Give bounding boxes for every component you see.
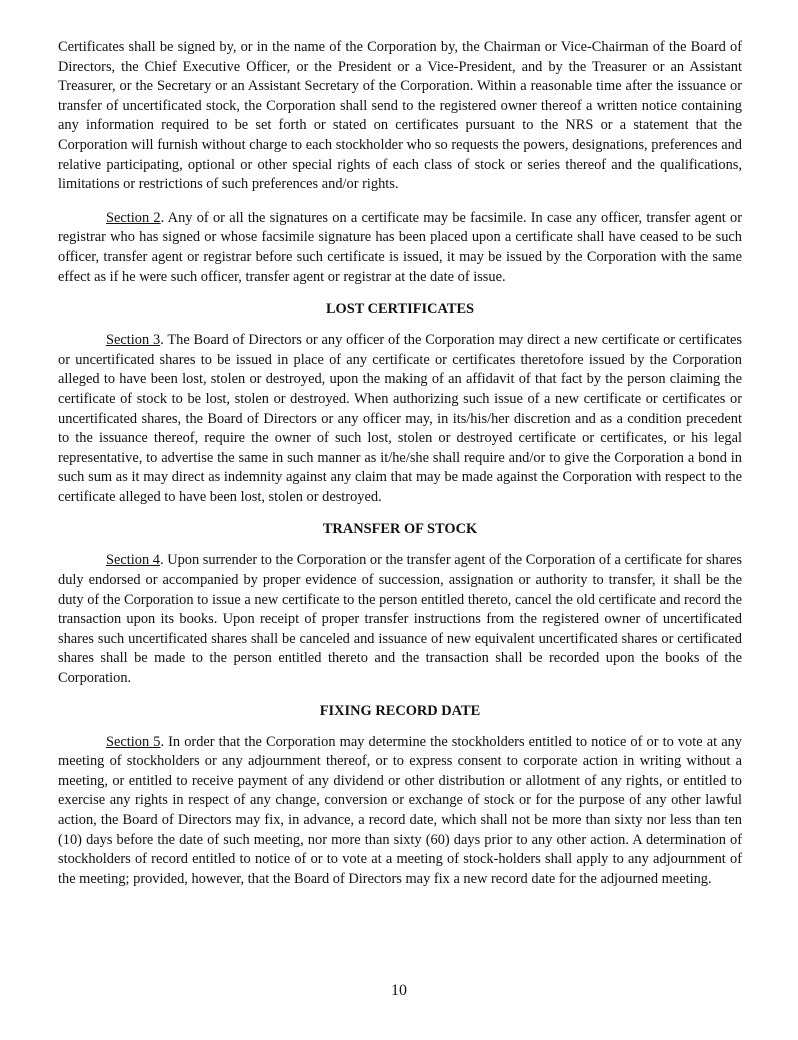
section-2-text: . Any of or all the signatures on a certificate may be facsimile. In case any officer, transfer agent or registrar who has signed or whose facsimile signature has been placed upon a certificate shall have ceased to be such officer, transfer agent or registrar before such certificate is issued, it may be issued by the Corporation with the same effect as if he were such officer, transfer agent or registrar at the date of issue. (58, 209, 742, 285)
paragraph-section-2 (58, 209, 742, 287)
page-number: 10 (391, 982, 407, 999)
paragraph-section-4 (58, 551, 742, 688)
section-3-label: Section 3 (106, 332, 161, 349)
section-4-label: Section 4 (106, 552, 160, 569)
section-3-text: . The Board of Directors or any officer of the Corporation may direct a new certificate or certificates or uncertificated shares to be issued in place of any certificate or certificates theretofore issued by the Corporation alleged to have been lost, stolen or destroyed, upon the making of an affidavit of that fact by the person claiming the certificate of stock to be lost, stolen or destroyed. When authorizing such issue of a new certificate or certificates or uncertificated shares, the Board of Directors or any officer may, in its/his/her discretion and as a condition precedent to the issuance thereof, require the owner of such lost, stolen or destroyed certificate or certificates, or his legal representative, to advertise the same in such manner as it/he/she shall require and/or to give the Corporation a bond in such sum as it may direct as indemnity against any claim that may be made against the Corporation with respect to the certificate alleged to have been lost, stolen or destroyed. (58, 332, 742, 505)
paragraph-certificates-signing: Certificates shall be signed by, or in the name of the Corporation by, the Chairman or Vice-Chairman of the Board of Directors, the Chief Executive Officer, or the President or a Vice-President, and by the Treasurer or an Assistant Treasurer, or the Secretary or an Assistant Secretary of the Corporation. Within a reasonable time after the issuance or transfer of uncertificated stock, the Corporation shall send to the registered owner thereof a written notice containing any information required to be set forth or stated on certificates pursuant to the NRS or a statement that the Corporation will furnish without charge to each stockholder who so requests the powers, designations, preferences and relative participating, optional or other special rights of each class of stock or series thereof and the qualifications, limitations or restrictions of such preferences and/or rights. (58, 39, 742, 193)
section-4-text: . Upon surrender to the Corporation or the transfer agent of the Corporation of a certificate for shares duly endorsed or accompanied by proper evidence of succession, assignation or authority to transfer, it shall be the duty of the Corporation to issue a new certificate to the person entitled thereto, cancel the old certificate and record the transaction upon its books. Upon receipt of proper transfer instructions from the registered owner of uncertificated shares such uncertificated shares shall be canceled and issuance of new equivalent uncertificated shares or certificated shares shall be made to the person entitled thereto and the transaction shall be recorded upon the books of the Corporation. (58, 552, 742, 687)
paragraph-section-5 (58, 733, 742, 890)
paragraph-section-3 (58, 331, 742, 507)
section-5-label: Section 5 (106, 733, 161, 750)
section-2-label: Section 2 (106, 209, 161, 226)
heading-fixing-record-date: FIXING RECORD DATE (319, 702, 481, 719)
heading-lost-certificates: LOST CERTIFICATES (325, 301, 475, 318)
heading-transfer-of-stock: TRANSFER OF STOCK (322, 521, 478, 538)
section-5-text: . In order that the Corporation may determine the stockholders entitled to notice of or to vote at any meeting of stockholders or any adjournment thereof, or to express consent to corporate action in writing without a meeting, or entitled to receive payment of any dividend or other distribution or allotment of any rights, or entitled to exercise any rights in respect of any change, conversion or exchange of stock or for the purpose of any other lawful action, the Board of Directors may fix, in advance, a record date, which shall not be more than sixty nor less than ten (10) days before the date of such meeting, nor more than sixty (60) days prior to any other action. A determination of stockholders of record entitled to notice of or to vote at a meeting of stock-holders shall apply to any adjournment of the meeting; provided, however, that the Board of Directors may fix a new record date for the adjourned meeting. (58, 733, 742, 887)
